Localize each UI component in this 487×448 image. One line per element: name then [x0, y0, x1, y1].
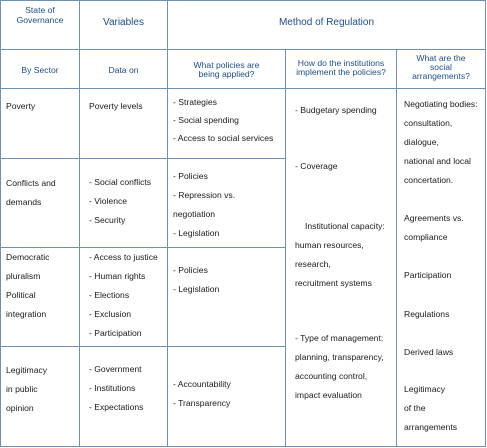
institutions-coverage: - Coverage — [295, 161, 338, 171]
header-social-arrangements — [396, 49, 486, 89]
header-policies-line-2: being applied? — [198, 69, 255, 79]
data-on-text: Poverty levels — [89, 101, 143, 111]
data-on-text: - Elections — [89, 290, 130, 300]
row-poverty-policies — [167, 88, 286, 159]
agreements-line: compliance — [404, 232, 448, 242]
institutions-management — [295, 329, 384, 405]
header-variables — [79, 0, 168, 50]
sector-text: opinion — [6, 403, 34, 413]
capacity-line: recruitment systems — [295, 278, 372, 288]
policy-item: - Access to social services — [173, 133, 274, 143]
arrangements-regulations: Regulations — [404, 309, 450, 319]
management-line: accounting control, — [295, 371, 368, 381]
data-on-text: - Institutions — [89, 383, 136, 393]
legitimacy-line: arrangements — [404, 422, 458, 432]
header-state-line-2: Governance — [16, 15, 64, 25]
capacity-line: human resources, — [295, 240, 364, 250]
policy-item: - Strategies — [173, 97, 217, 107]
row-poverty-sector — [0, 88, 80, 159]
policy-item: - Policies — [173, 171, 208, 181]
management-line: - Type of management: — [295, 333, 384, 343]
sector-text: Legitimacy — [6, 365, 48, 375]
data-on-text: - Access to justice — [89, 252, 158, 262]
header-data-on — [79, 49, 168, 89]
data-on-text: - Human rights — [89, 271, 146, 281]
negotiating-line: consultation, — [404, 118, 453, 128]
data-on-text: - Social conflicts — [89, 177, 152, 187]
arrangements-derived-laws: Derived laws — [404, 347, 454, 357]
policy-item: - Transparency — [173, 398, 231, 408]
arrangements-agreements — [404, 209, 464, 247]
legitimacy-line: of the — [404, 403, 426, 413]
negotiating-line: Negotiating bodies: — [404, 99, 478, 109]
agreements-line: Agreements vs. — [404, 213, 464, 223]
capacity-line: Institutional capacity: — [305, 221, 385, 231]
header-what-policies — [167, 49, 286, 89]
row-conflicts-data-on — [79, 158, 168, 248]
arrangements-legitimacy — [404, 380, 457, 437]
row-conflicts-sector — [0, 158, 80, 248]
sector-text: in public — [6, 384, 38, 394]
sector-text: Political — [6, 290, 36, 300]
sector-text: integration — [6, 309, 47, 319]
header-arrangements-line-1: What are the — [416, 53, 466, 63]
header-by-sector — [0, 49, 80, 89]
header-by-sector-label: By Sector — [21, 65, 59, 75]
header-institutions-line-1: How do the institutions — [297, 58, 385, 68]
header-variables-label: Variables — [103, 17, 144, 28]
arrangements-participation: Participation — [404, 270, 452, 280]
institutions-column — [285, 88, 397, 447]
policy-item: - Accountability — [173, 379, 231, 389]
policy-item: - Legislation — [173, 228, 220, 238]
header-institutions-line-2: implement the policies? — [296, 67, 386, 77]
capacity-line: research, — [295, 259, 331, 269]
header-arrangements-line-3: arrangements? — [412, 71, 470, 81]
management-line: planning, transparency, — [295, 352, 384, 362]
sector-text: Poverty — [6, 101, 36, 111]
policy-item: - Policies — [173, 265, 208, 275]
header-how-institutions — [285, 49, 397, 89]
data-on-text: - Violence — [89, 196, 128, 206]
header-method-label: Method of Regulation — [278, 17, 375, 28]
header-state-line-1: State of — [25, 5, 55, 15]
data-on-text: - Security — [89, 215, 126, 225]
arrangements-negotiating — [404, 95, 478, 190]
header-policies-line-1: What policies are — [193, 60, 260, 70]
sector-text: pluralism — [6, 271, 41, 281]
row-legitimacy-data-on — [79, 346, 168, 447]
data-on-text: - Participation — [89, 328, 142, 338]
policy-item: - Legislation — [173, 284, 220, 294]
row-legitimacy-policies — [167, 346, 286, 447]
arrangements-column — [396, 88, 486, 447]
policy-item: - Social spending — [173, 115, 239, 125]
policy-item: - Repression vs. — [173, 190, 236, 200]
row-democratic-data-on — [79, 247, 168, 347]
policy-item: negotiation — [173, 209, 216, 219]
header-state-of-governance — [0, 0, 80, 50]
negotiating-line: national and local — [404, 156, 471, 166]
sector-text: Conflicts and — [6, 178, 56, 188]
header-arrangements-line-2: social — [430, 62, 452, 72]
negotiating-line: dialogue, — [404, 137, 439, 147]
row-legitimacy-sector — [0, 346, 80, 447]
data-on-text: - Exclusion — [89, 309, 132, 319]
data-on-text: - Government — [89, 364, 142, 374]
data-on-text: - Expectations — [89, 402, 144, 412]
institutions-capacity — [295, 217, 385, 293]
sector-text: demands — [6, 197, 42, 207]
header-method-of-regulation — [167, 0, 486, 50]
management-line: impact evaluation — [295, 390, 362, 400]
row-democratic-policies — [167, 247, 286, 347]
legitimacy-line: Legitimacy — [404, 384, 446, 394]
institutions-budgetary: - Budgetary spending — [295, 105, 377, 115]
row-poverty-data-on — [79, 88, 168, 159]
row-democratic-sector — [0, 247, 80, 347]
sector-text: Democratic — [6, 252, 50, 262]
header-data-on-label: Data on — [108, 65, 139, 75]
row-conflicts-policies — [167, 158, 286, 248]
negotiating-line: concertation. — [404, 175, 454, 185]
